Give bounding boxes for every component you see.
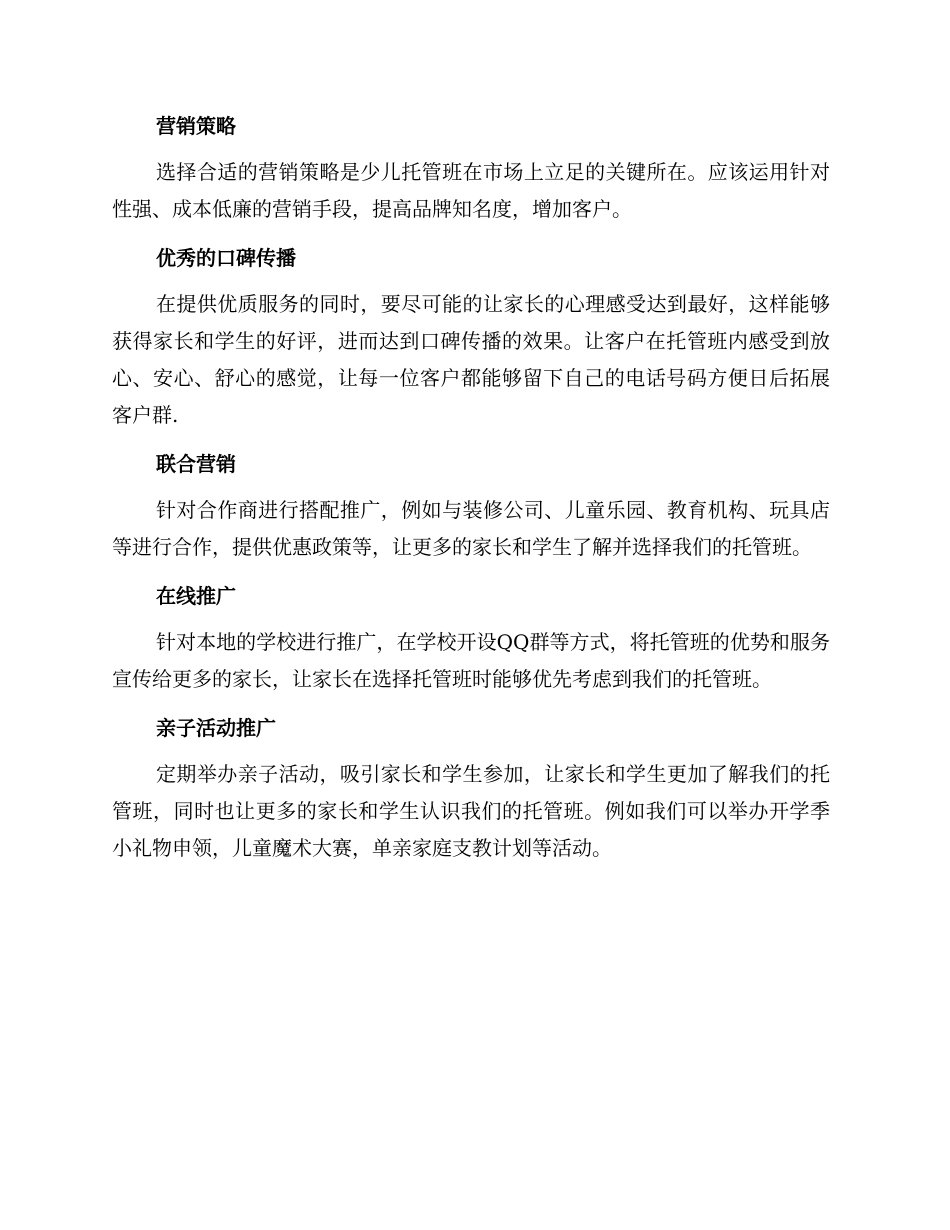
section-parent-child-activities: [112, 710, 830, 867]
section-heading: 联合营销: [156, 452, 236, 476]
section-marketing-strategy: [112, 108, 830, 228]
section-paragraph: 定期举办亲子活动，吸引家长和学生参加，让家长和学生更加了解我们的托管班，同时也让更多的家长和学生认识我们的托管班。例如我们可以举办开学季小礼物申领，儿童魔术大赛，单亲家庭支教计划等活动。: [112, 762, 830, 860]
section-word-of-mouth: [112, 240, 830, 434]
section-heading: 营销策略: [156, 114, 236, 138]
document-page: [112, 108, 830, 879]
section-heading: 亲子活动推广: [156, 716, 276, 740]
section-paragraph: 针对本地的学校进行推广，在学校开设QQ群等方式，将托管班的优势和服务宣传给更多的家长，让家长在选择托管班时能够优先考虑到我们的托管班。: [112, 630, 830, 691]
section-joint-marketing: [112, 446, 830, 566]
section-online-promotion: [112, 578, 830, 698]
section-heading: 优秀的口碑传播: [156, 246, 296, 270]
section-paragraph: 在提供优质服务的同时，要尽可能的让家长的心理感受达到最好，这样能够获得家长和学生的好评，进而达到口碑传播的效果。让客户在托管班内感受到放心、安心、舒心的感觉，让每一位客户都能够留下自己的电话号码方便日后拓展客户群.: [112, 292, 830, 427]
section-heading: 在线推广: [156, 584, 236, 608]
section-paragraph: 针对合作商进行搭配推广，例如与装修公司、儿童乐园、教育机构、玩具店等进行合作，提供优惠政策等，让更多的家长和学生了解并选择我们的托管班。: [112, 498, 830, 559]
section-paragraph: 选择合适的营销策略是少儿托管班在市场上立足的关键所在。应该运用针对性强、成本低廉的营销手段，提高品牌知名度，增加客户。: [112, 160, 830, 221]
